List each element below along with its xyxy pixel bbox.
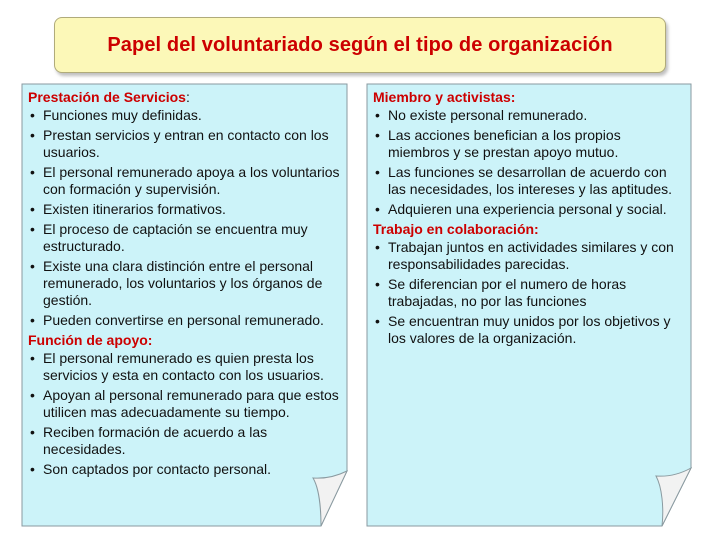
list-item: • Funciones muy definidas. bbox=[28, 107, 342, 124]
bullet-list bbox=[373, 239, 686, 347]
list-item: • Son captados por contacto personal. bbox=[28, 461, 342, 478]
list-item: • Prestan servicios y entran en contacto con los usuarios. bbox=[28, 127, 342, 161]
bullet-list bbox=[28, 107, 342, 329]
list-item: • Adquieren una experiencia personal y social. bbox=[373, 201, 686, 218]
section-title: Función de apoyo: bbox=[28, 332, 153, 348]
section-title: Trabajo en colaboración: bbox=[373, 221, 539, 237]
right-panel bbox=[366, 83, 692, 527]
list-item: • Las acciones benefician a los propios miembros y se prestan apoyo mutuo. bbox=[373, 127, 686, 161]
left-panel-content bbox=[28, 89, 342, 481]
title-banner bbox=[54, 17, 666, 73]
list-item: • El proceso de captación se encuentra muy estructurado. bbox=[28, 221, 342, 255]
list-item: • Las funciones se desarrollan de acuerdo con las necesidades, los intereses y las aptitudes. bbox=[373, 164, 686, 198]
list-item: • Pueden convertirse en personal remunerado. bbox=[28, 312, 342, 329]
list-item: • El personal remunerado es quien presta los servicios y esta en contacto con los usuarios. bbox=[28, 350, 342, 384]
section-title: Prestación de Servicios: bbox=[28, 89, 190, 105]
right-panel-content bbox=[373, 89, 686, 350]
list-item: • No existe personal remunerado. bbox=[373, 107, 686, 124]
list-item: • Existen itinerarios formativos. bbox=[28, 201, 342, 218]
list-item: • Existe una clara distinción entre el personal remunerado, los voluntarios y los órganos de gestión. bbox=[28, 258, 342, 309]
list-item: • Reciben formación de acuerdo a las necesidades. bbox=[28, 424, 342, 458]
list-item: • Trabajan juntos en actividades similares y con responsabilidades parecidas. bbox=[373, 239, 686, 273]
bullet-list bbox=[28, 350, 342, 478]
left-panel bbox=[21, 83, 348, 527]
list-item: • Apoyan al personal remunerado para que estos utilicen mas adecuadamente su tiempo. bbox=[28, 387, 342, 421]
list-item: • Se diferencian por el numero de horas trabajadas, no por las funciones bbox=[373, 276, 686, 310]
bullet-list bbox=[373, 107, 686, 218]
list-item: • Se encuentran muy unidos por los objetivos y los valores de la organización. bbox=[373, 313, 686, 347]
page-title: Papel del voluntariado según el tipo de organización bbox=[107, 33, 613, 56]
list-item: • El personal remunerado apoya a los voluntarios con formación y supervisión. bbox=[28, 164, 342, 198]
section-title: Miembro y activistas: bbox=[373, 89, 516, 105]
